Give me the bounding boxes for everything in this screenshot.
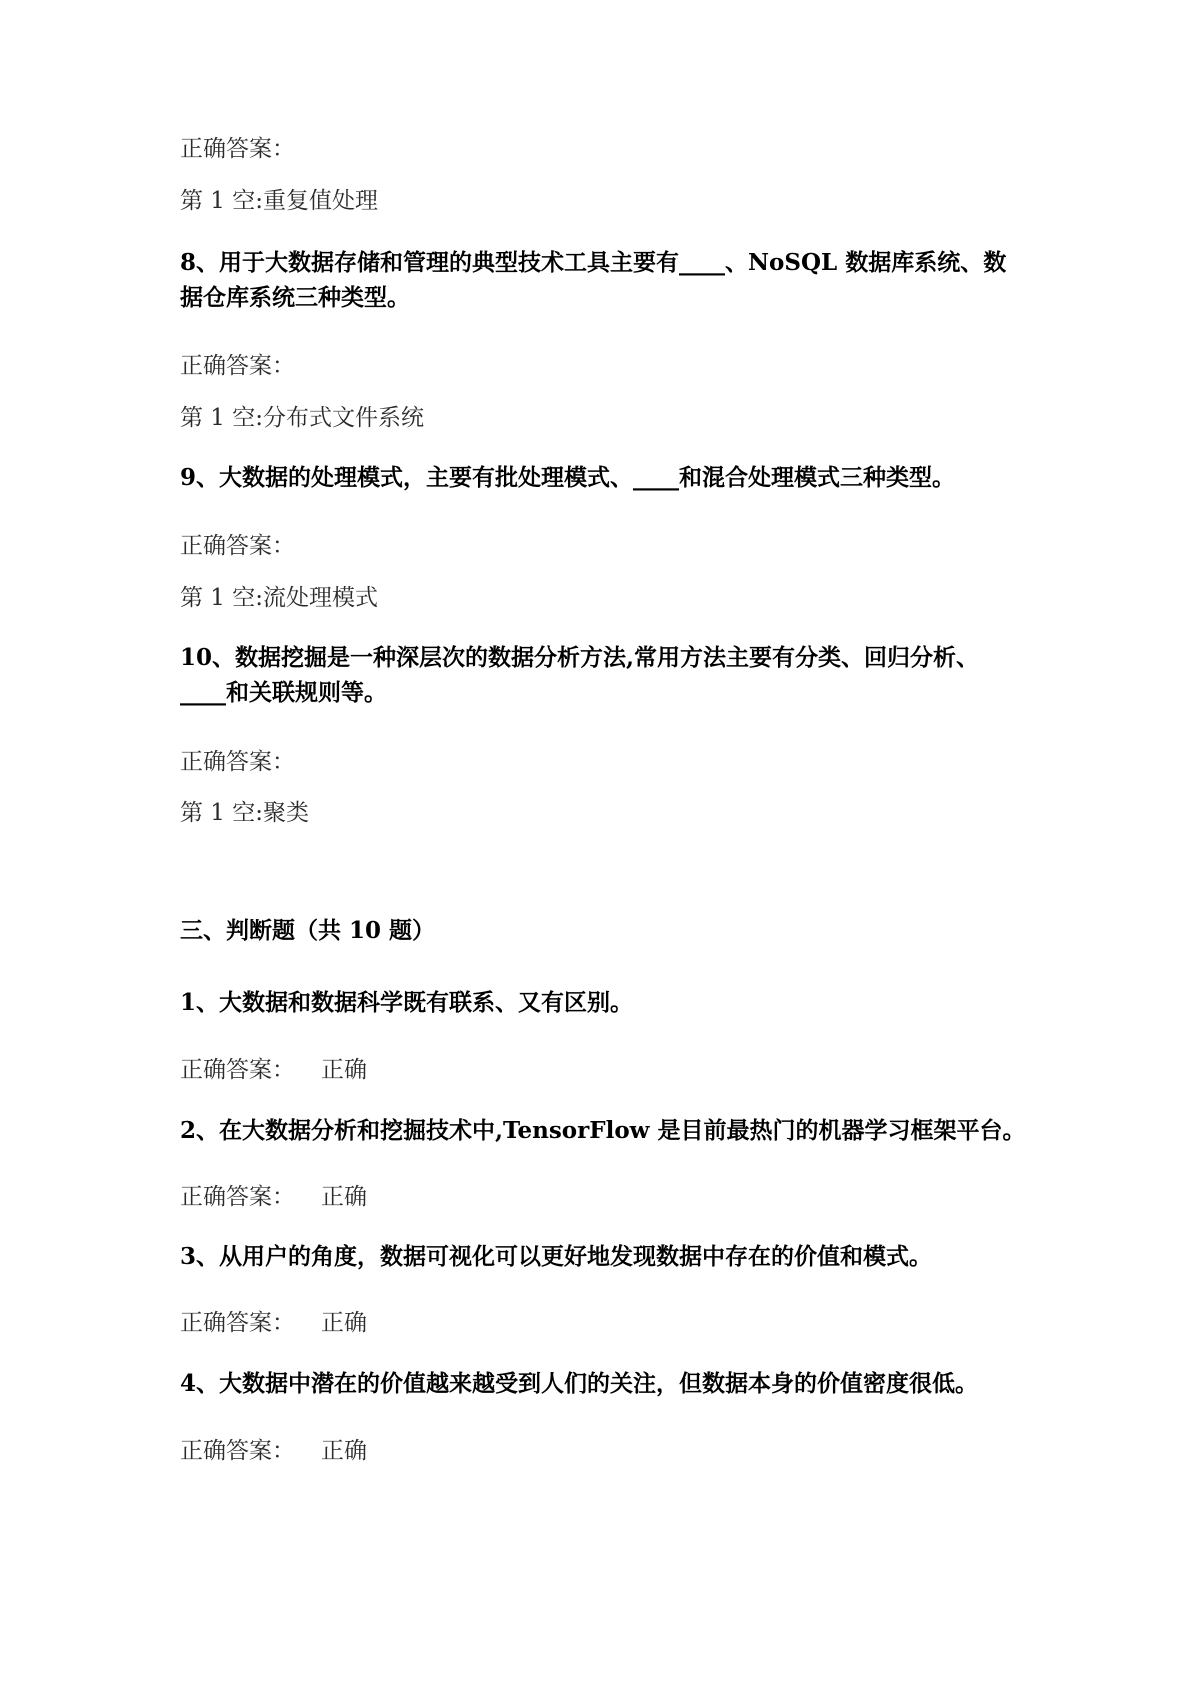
- tf-answer-label-3: 正确答案：: [180, 1310, 295, 1336]
- tf-answer-label-2: 正确答案：: [180, 1184, 295, 1210]
- q10-answer-label: 正确答案：: [180, 749, 295, 775]
- tf-question-2: 2、在大数据分析和挖掘技术中,TensorFlow 是目前最热门的机器学习框架平台。: [180, 1117, 1026, 1144]
- q8-answer: 第 1 空:分布式文件系统: [180, 405, 425, 431]
- tf-answer-row-1: [180, 1054, 367, 1086]
- section-heading-true-false: 三、判断题（共 10 题）: [180, 917, 436, 944]
- tf-question-3: 3、从用户的角度，数据可视化可以更好地发现数据中存在的价值和模式。: [180, 1243, 933, 1270]
- tf-question-4: 4、大数据中潜在的价值越来越受到人们的关注，但数据本身的价值密度很低。: [180, 1370, 979, 1397]
- q9-question: 9、大数据的处理模式，主要有批处理模式、____和混合处理模式三种类型。: [180, 464, 956, 491]
- tf-answer-label-1: 正确答案：: [180, 1057, 295, 1083]
- q9-answer: 第 1 空:流处理模式: [180, 585, 379, 611]
- tf-answer-row-2: [180, 1181, 367, 1213]
- q10-question-line2: ____和关联规则等。: [180, 679, 387, 706]
- tf-answer-2: 正确: [321, 1184, 367, 1210]
- q7-answer: 第 1 空:重复值处理: [180, 188, 379, 214]
- q9-answer-label: 正确答案：: [180, 533, 295, 559]
- tf-answer-label-4: 正确答案：: [180, 1438, 295, 1464]
- q7-answer-label: 正确答案：: [180, 136, 295, 162]
- tf-answer-row-3: [180, 1307, 367, 1339]
- q8-question-line2: 据仓库系统三种类型。: [180, 284, 410, 311]
- tf-answer-1: 正确: [321, 1057, 367, 1083]
- tf-answer-row-4: [180, 1435, 367, 1467]
- q10-answer: 第 1 空:聚类: [180, 800, 310, 826]
- tf-answer-4: 正确: [321, 1438, 367, 1464]
- tf-question-1: 1、大数据和数据科学既有联系、又有区别。: [180, 989, 634, 1016]
- tf-answer-3: 正确: [321, 1310, 367, 1336]
- q8-question-line1: 8、用于大数据存储和管理的典型技术工具主要有____、NoSQL 数据库系统、数: [180, 249, 1007, 276]
- q10-question-line1: 10、数据挖掘是一种深层次的数据分析方法,常用方法主要有分类、回归分析、: [180, 644, 980, 671]
- q8-answer-label: 正确答案：: [180, 353, 295, 379]
